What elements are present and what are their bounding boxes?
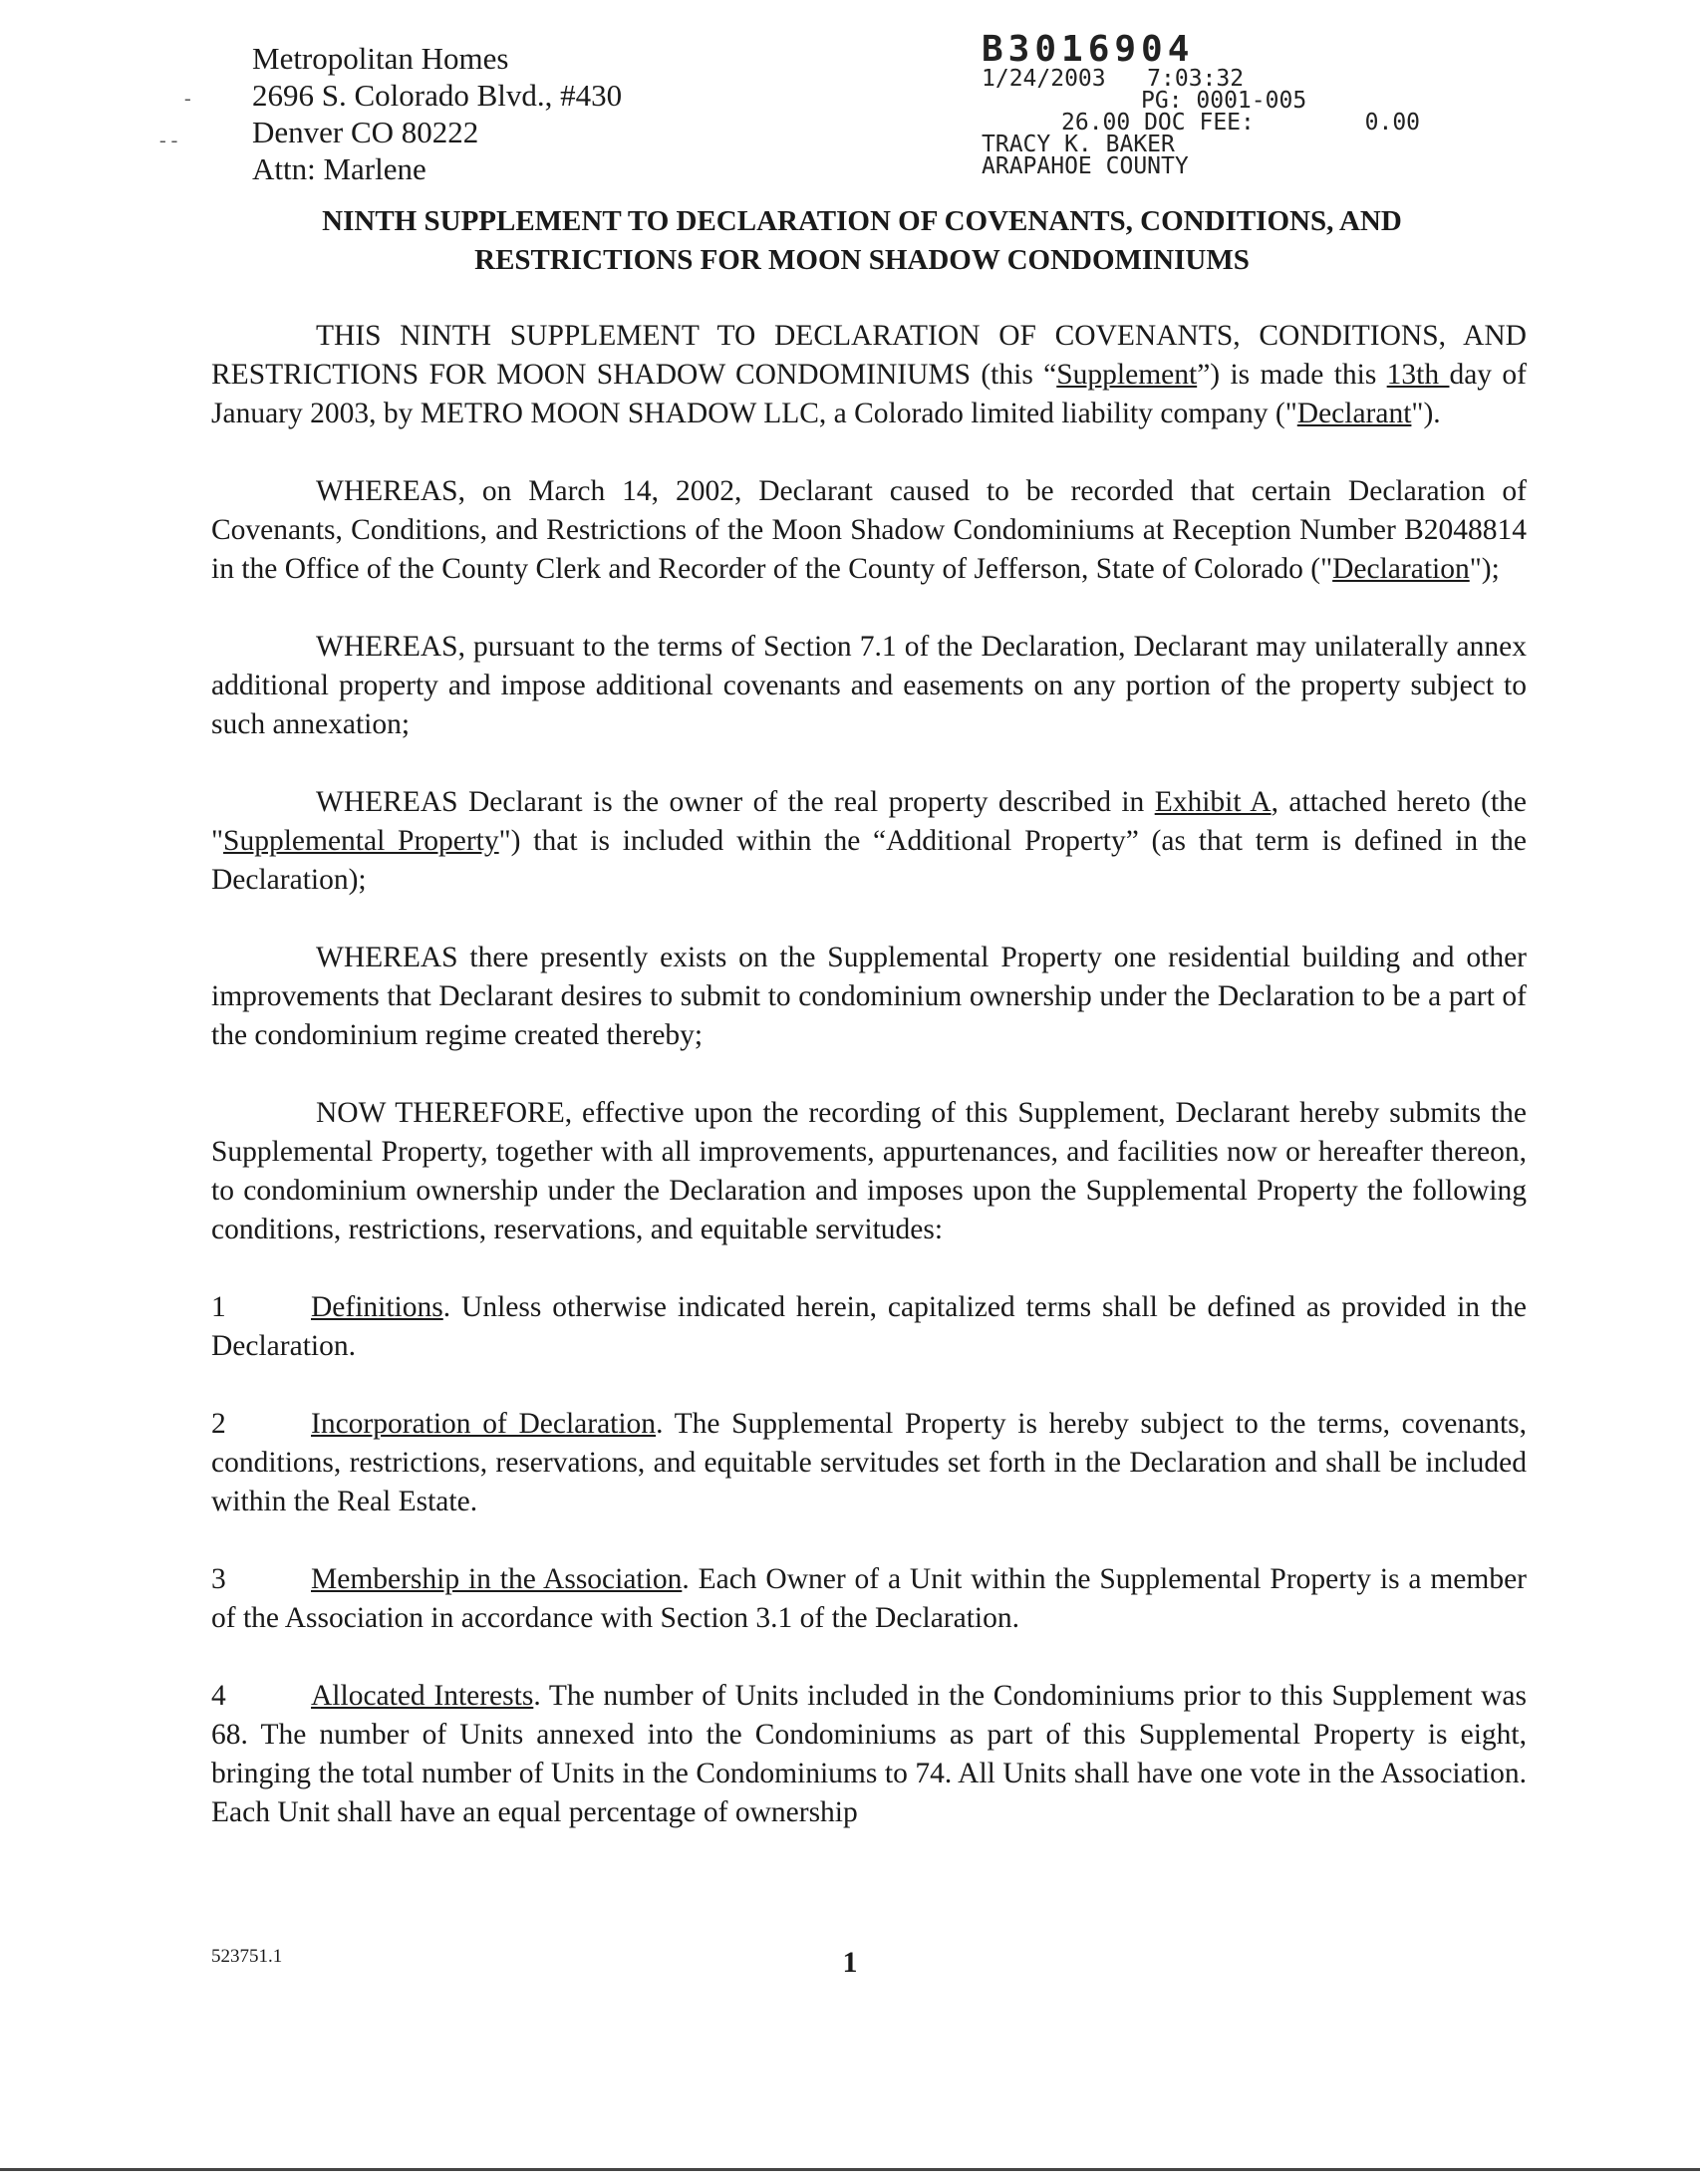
whereas-paragraph: WHEREAS there presently exists on the Supplemental Property one residential building and other improvements that Declarant desires to submit to condominium ownership under the Declaration to be a part of the condominium regime created thereby;	[211, 942, 1527, 1051]
intro-paragraph	[211, 317, 1527, 433]
whereas-text: ");	[1469, 553, 1500, 585]
county-recorder: TRACY K. BAKER	[982, 132, 1175, 157]
scan-mark: -	[184, 88, 191, 110]
defined-term-supplemental-property: Supplemental Property	[223, 825, 499, 857]
reception-number: B3016904	[982, 29, 1195, 70]
day-blank: 13th	[1386, 359, 1450, 391]
recording-stamp	[982, 29, 1421, 179]
defined-term-declaration: Declaration	[1332, 553, 1470, 585]
county-name: ARAPAHOE COUNTY	[982, 153, 1189, 179]
page-number: 1	[842, 1946, 858, 1979]
section-paragraph	[211, 1677, 1527, 1832]
section-number: 1	[211, 1291, 226, 1323]
return-address-line: Attn: Marlene	[252, 151, 426, 186]
section-number: 4	[211, 1680, 226, 1712]
defined-term-supplement: Supplement	[1056, 359, 1198, 391]
now-therefore-paragraph: NOW THEREFORE, effective upon the recording of this Supplement, Declarant hereby submits the Supplemental Property, together with all improvements, appurtenances, and facilities now or hereafter thereon, to condominium ownership under the Declaration and imposes upon the Supplemental Property the following conditions, restrictions, reservations, and equitable servitudes:	[211, 1097, 1527, 1245]
section-paragraph	[211, 1560, 1527, 1638]
whereas-paragraph	[211, 472, 1527, 589]
return-address-line: Metropolitan Homes	[252, 41, 509, 76]
return-address-line: 2696 S. Colorado Blvd., #430	[252, 78, 623, 113]
whereas-text: ") that is included within the “Additional Property” (as that term is defined in the Declaration);	[211, 825, 1527, 896]
whereas-text: , attached hereto (the "	[211, 786, 1528, 857]
section-number: 3	[211, 1563, 226, 1595]
section-heading: Definitions	[311, 1291, 443, 1323]
intro-text: THIS NINTH SUPPLEMENT TO DECLARATION OF COVENANTS, CONDITIONS, AND RESTRICTIONS FOR MOON SHADOW CONDOMINIUMS (this “	[211, 320, 1527, 391]
whereas-text: WHEREAS Declarant is the owner of the real property described in	[316, 786, 1155, 818]
scan-edge-rule	[0, 2168, 1700, 2171]
recording-fees: 26.00 DOC FEE: 0.00	[1061, 110, 1421, 136]
section-text: . The Supplemental Property is hereby subject to the terms, covenants, conditions, restrictions, reservations, and equitable servitudes set forth in the Declaration and shall be included within the Real Estate.	[211, 1408, 1528, 1517]
section-paragraph	[211, 1405, 1527, 1521]
intro-text: ").	[1411, 398, 1441, 429]
exhibit-reference: Exhibit A	[1154, 786, 1272, 818]
section-text: . Each Owner of a Unit within the Supplemental Property is a member of the Association in accordance with Section 3.1 of the Declaration.	[211, 1563, 1528, 1634]
section-paragraph	[211, 1288, 1527, 1366]
section-heading: Incorporation of Declaration	[311, 1408, 657, 1440]
intro-text: ”) is made this	[1197, 359, 1387, 391]
section-text: . The number of Units included in the Condominiums prior to this Supplement was 68. The number of Units annexed into the Condominiums as part of this Supplemental Property is eight, bringing the total number of Units in the Condominiums to 74. All Units shall have one vote in the Association. Each Unit shall have an equal percentage of ownership	[211, 1680, 1527, 1828]
title-line: RESTRICTIONS FOR MOON SHADOW CONDOMINIUMS	[474, 244, 1250, 276]
recording-pages: PG: 0001-005	[1141, 88, 1307, 114]
section-heading: Allocated Interests	[311, 1680, 534, 1712]
whereas-text: WHEREAS, on March 14, 2002, Declarant caused to be recorded that certain Declaration of Covenants, Conditions, and Restrictions of the Moon Shadow Condominiums at Reception Number B2048814 in the Office of the County Clerk and Recorder of the County of Jefferson, State of Colorado ("	[211, 475, 1527, 585]
document-title	[199, 202, 1525, 280]
scan-mark: - -	[159, 130, 178, 151]
recording-date-time: 1/24/2003 7:03:32	[982, 66, 1245, 92]
return-address-line: Denver CO 80222	[252, 115, 479, 149]
defined-term-declarant: Declarant	[1296, 398, 1412, 429]
title-line: NINTH SUPPLEMENT TO DECLARATION OF COVENANTS, CONDITIONS, AND	[322, 205, 1402, 237]
whereas-paragraph: WHEREAS, pursuant to the terms of Section 7.1 of the Declaration, Declarant may unilaterally annex additional property and impose additional covenants and easements on any portion of the property subject to such annexation;	[211, 631, 1527, 740]
section-heading: Membership in the Association	[311, 1563, 683, 1595]
whereas-paragraph	[211, 783, 1527, 900]
document-body	[211, 317, 1527, 1871]
section-number: 2	[211, 1408, 226, 1440]
section-text: . Unless otherwise indicated herein, capitalized terms shall be defined as provided in the Declaration.	[211, 1291, 1527, 1362]
intro-text: day of January 2003, by METRO MOON SHADOW LLC, a Colorado limited liability company ("	[211, 359, 1527, 429]
return-address	[252, 40, 622, 187]
document-id: 523751.1	[211, 1946, 283, 1967]
